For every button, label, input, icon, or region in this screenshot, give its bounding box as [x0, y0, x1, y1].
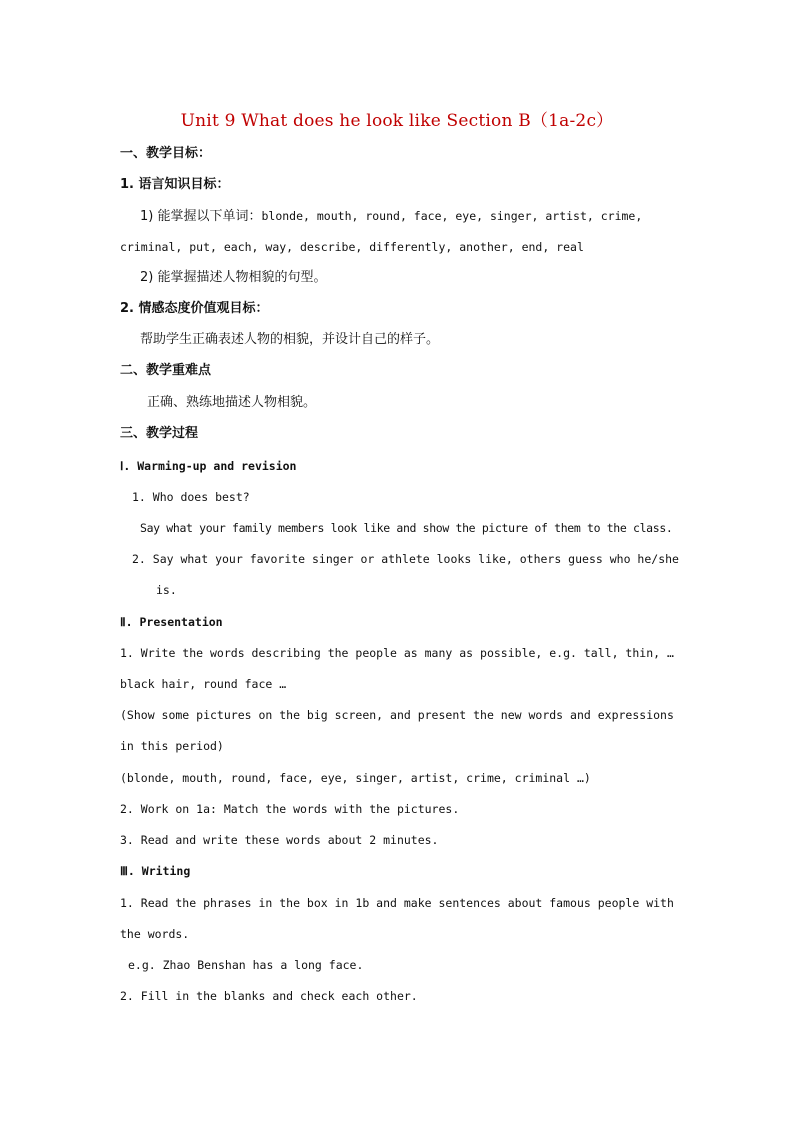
knowledge-item-2: 2) 能掌握描述人物相貌的句型。 [140, 270, 327, 285]
presentation-item-3: 3. Read and write these words about 2 minutes. [120, 833, 439, 847]
warming-item-1: 1. Who does best? [132, 490, 250, 504]
emotion-heading: 2. 情感态度价值观目标： [120, 301, 269, 316]
knowledge-item-1-prefix: 1) 能掌握以下单词： [140, 209, 262, 224]
presentation-item-1: 1. Write the words describing the people as many as possible, e.g. tall, thin, … [120, 646, 674, 660]
presentation-item-2: 2. Work on 1a: Match the words with the pictures. [120, 802, 460, 816]
page-title: Unit 9 What does he look like Section B（1a-2c） [180, 111, 614, 131]
process-heading: 三、教学过程 [120, 426, 199, 441]
warming-item-1-text: Say what your family members look like and show the picture of them to the class. [140, 521, 673, 535]
presentation-note-1: (Show some pictures on the big screen, and present the new words and expressions [120, 708, 674, 722]
writing-item-2: 2. Fill in the blanks and check each other. [120, 989, 418, 1003]
warming-item-2-cont: is. [156, 583, 177, 597]
objectives-heading: 一、教学目标： [120, 146, 212, 161]
warming-item-2: 2. Say what your favorite singer or athlete looks like, others guess who he/she [132, 552, 679, 566]
presentation-heading: Ⅱ. Presentation [120, 615, 223, 629]
knowledge-item-1-words-cont: criminal, put, each, way, describe, differently, another, end, real [120, 240, 584, 254]
writing-heading: Ⅲ. Writing [120, 864, 191, 878]
presentation-word-list: (blonde, mouth, round, face, eye, singer, artist, crime, criminal …) [120, 771, 591, 785]
presentation-item-1-cont: black hair, round face … [120, 677, 287, 691]
writing-item-1-cont: the words. [120, 927, 190, 941]
knowledge-heading: 1. 语言知识目标： [120, 177, 230, 192]
knowledge-item-1-words: blonde, mouth, round, face, eye, singer, artist, crime, [261, 209, 643, 223]
key-points-heading: 二、教学重难点 [120, 363, 212, 378]
warming-heading: Ⅰ. Warming-up and revision [120, 459, 297, 473]
emotion-text: 帮助学生正确表述人物的相貌，并设计自己的样子。 [140, 332, 440, 347]
key-points-text: 正确、熟练地描述人物相貌。 [147, 395, 317, 410]
presentation-note-1-cont: in this period) [120, 739, 224, 753]
writing-example: e.g. Zhao Benshan has a long face. [128, 958, 364, 972]
writing-item-1: 1. Read the phrases in the box in 1b and make sentences about famous people with [120, 896, 674, 910]
knowledge-item-1 [140, 208, 676, 225]
